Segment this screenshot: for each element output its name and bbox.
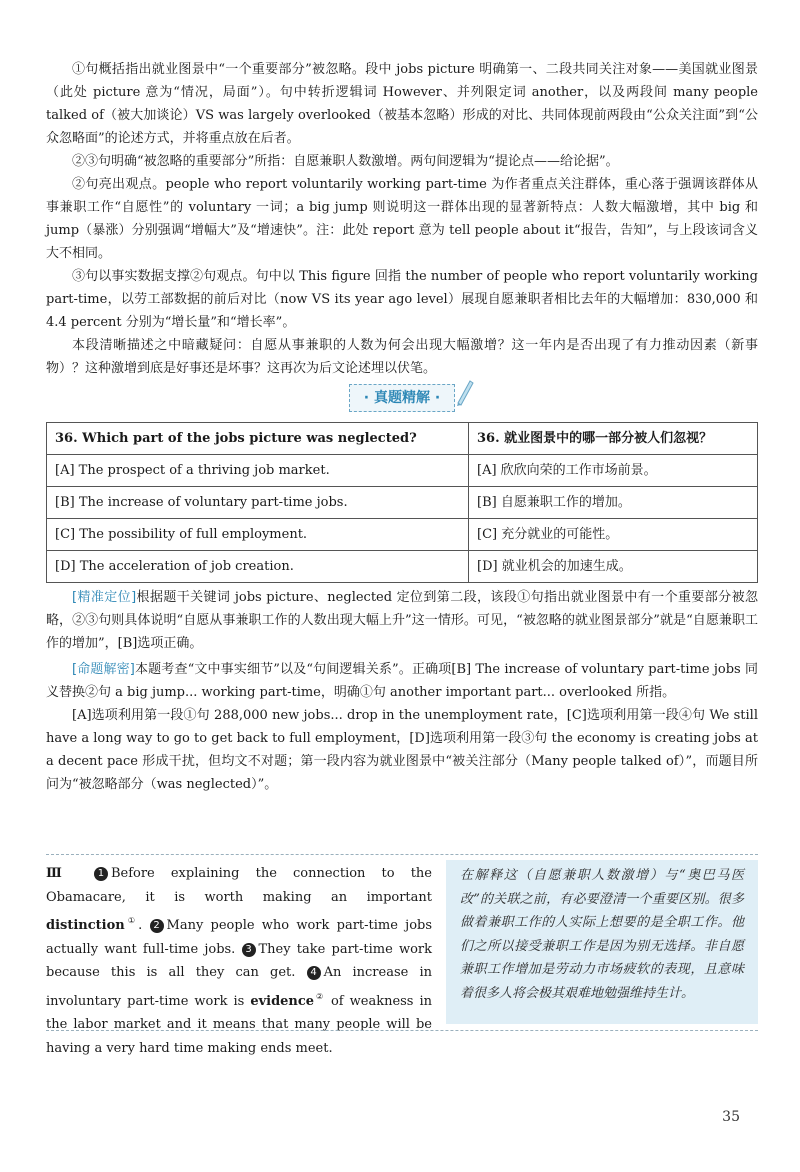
keyword-evidence: evidence: [250, 993, 315, 1009]
decode-text: 本题考查“文中事实细节”以及“句间逻辑关系”。正确项[B] The increase of voluntary part-time jobs 同义替换②句 a big jump... working part-time，明确①句 another important part... overlooked 所指。: [46, 662, 758, 700]
option-b-zh: [B] 自愿兼职工作的增加。: [469, 487, 758, 519]
bottom-divider: [46, 1030, 758, 1031]
sentence-marker-1: 1: [94, 867, 108, 881]
question-zh: 36. 就业图景中的哪一部分被人们忽视？: [469, 423, 758, 455]
locate-text: 根据题干关键词 jobs picture、neglected 定位到第二段，该段①句指出就业图景中有一个重要部分被忽略，②③句则具体说明“自愿从事兼职工作的人数出现大幅上升”这一情形。可见，“被忽略的就业图景部分”就是“自愿兼职工作的增加”，[B]选项正确。: [46, 590, 758, 651]
decode-paragraph-2: [A]选项利用第一段①句 288,000 new jobs... drop in the unemployment rate，[C]选项利用第一段④句 We still have a long way to go to get back to full employment，[D]选项利用第一段③句 the economy is creating jobs at a decent pace 形成干扰，但均文不对题；第一段内容为就业图景中“被关注部分（Many people talked of）”，而题目所问为“被忽略部分（was neglected）”。: [46, 708, 758, 792]
question-table: [46, 422, 758, 583]
locate-paragraph: [46, 586, 758, 655]
page-content: [46, 58, 758, 796]
question-en: 36. Which part of the jobs picture was neglected?: [47, 423, 469, 455]
option-d-zh: [D] 就业机会的加速生成。: [469, 551, 758, 583]
footnote-marker-2: ②: [314, 991, 325, 1001]
sentence-marker-3: 3: [242, 943, 256, 957]
option-c-zh: [C] 充分就业的可能性。: [469, 519, 758, 551]
analysis-section: [46, 58, 758, 380]
locate-label: [精准定位]: [72, 590, 137, 605]
page-number: 35: [722, 1109, 740, 1125]
option-row-c: [47, 519, 758, 551]
pen-icon: [454, 377, 476, 407]
sentence-1: Before explaining the connection to the Obamacare, it is worth making an important: [46, 866, 432, 905]
analysis-paragraph-4: ③句以事实数据支撑②句观点。句中以 This figure 回指 the number of people who report voluntarily working part-time，以劳工部数据的前后对比（now VS its year ago level）展现自愿兼职者相比去年的大幅增加：830,000 和 4.4 percent 分别为“增长量”和“增长率”。: [46, 269, 758, 330]
analysis-paragraph-1: ①句概括指出就业图景中“一个重要部分”被忽略。段中 jobs picture 明确第一、二段共同关注对象——美国就业图景（此处 picture 意为“情况，局面”）。句中转折逻辑词 However、并列限定词 another，以及两段间 many people talked of（被大加谈论）VS was largely overlooked（被基本忽略）形成的对比、共同体现前两段由“公众关注面”到“公众忽略面”的论述方式，并将重点放在后者。: [46, 62, 758, 146]
analysis-paragraph-3: ②句亮出观点。people who report voluntarily working part-time 为作者重点关注群体，重心落于强调该群体从事兼职工作“自愿性”的 voluntary 一词；a big jump 则说明这一群体出现的显著新特点：人数大幅激增，其中 big 和 jump（暴涨）分别强调“增幅大”及“增速快”。注：此处 report 意为 tell people about it“报告，告知”，与上段该词含义大不相同。: [46, 177, 758, 261]
decode-label: [命题解密]: [72, 662, 135, 677]
footnote-marker-1: ①: [124, 916, 139, 925]
analysis-paragraph-2: ②③句明确“被忽略的重要部分”所指：自愿兼职人数激增。两句间逻辑为“提论点——给论据”。: [72, 154, 619, 169]
question-row: [47, 423, 758, 455]
option-row-b: [47, 487, 758, 519]
paragraph-numeral: Ⅲ: [46, 866, 74, 881]
section-title-wrap: [46, 384, 758, 418]
translation-box: [446, 860, 758, 1024]
option-c-en: [C] The possibility of full employment.: [47, 519, 469, 551]
option-b-en: [B] The increase of voluntary part-time jobs.: [47, 487, 469, 519]
option-row-a: [47, 455, 758, 487]
option-a-zh: [A] 欣欣向荣的工作市场前景。: [469, 455, 758, 487]
top-divider: [46, 854, 758, 855]
sentence-4: An increase in involuntary part-time work is: [46, 965, 433, 1009]
keyword-distinction: distinction: [46, 918, 125, 933]
sentence-1-end: .: [138, 918, 143, 933]
translation-text: 在解释这（自愿兼职人数激增）与“奥巴马医改”的关联之前，有必要澄清一个重要区别。很多做着兼职工作的人实际上想要的是全职工作。他们之所以接受兼职工作是因为别无选择。非自愿兼职工作增加是劳动力市场疲软的表现，且意味着很多人将会极其艰难地勉强维持生计。: [460, 868, 744, 1001]
sentence-marker-2: 2: [150, 919, 164, 933]
section-title-text: · 真题精解 ·: [363, 390, 441, 406]
sentence-marker-4: 4: [307, 966, 321, 980]
passage-section: [46, 854, 758, 1056]
option-d-en: [D] The acceleration of job creation.: [47, 551, 469, 583]
analysis-paragraph-5: 本段清晰描述之中暗藏疑问：自愿从事兼职的人数为何会出现大幅激增？这一年内是否出现了有力推动因素（新事物）？这种激增到底是好事还是坏事？这再次为后文论述埋以伏笔。: [46, 338, 758, 376]
sentence-2: Many people who work part-time jobs actually want full-time jobs.: [46, 918, 433, 957]
section-title: [349, 384, 455, 412]
sentence-4-end: of weakness in the labor market and it means that many people will be having a very hard time making ends meet.: [46, 993, 433, 1056]
option-row-d: [47, 551, 758, 583]
decode-paragraph: [46, 658, 758, 704]
sentence-3: They take part-time work because this is all they can get.: [46, 941, 433, 980]
option-a-en: [A] The prospect of a thriving job market.: [47, 455, 469, 487]
